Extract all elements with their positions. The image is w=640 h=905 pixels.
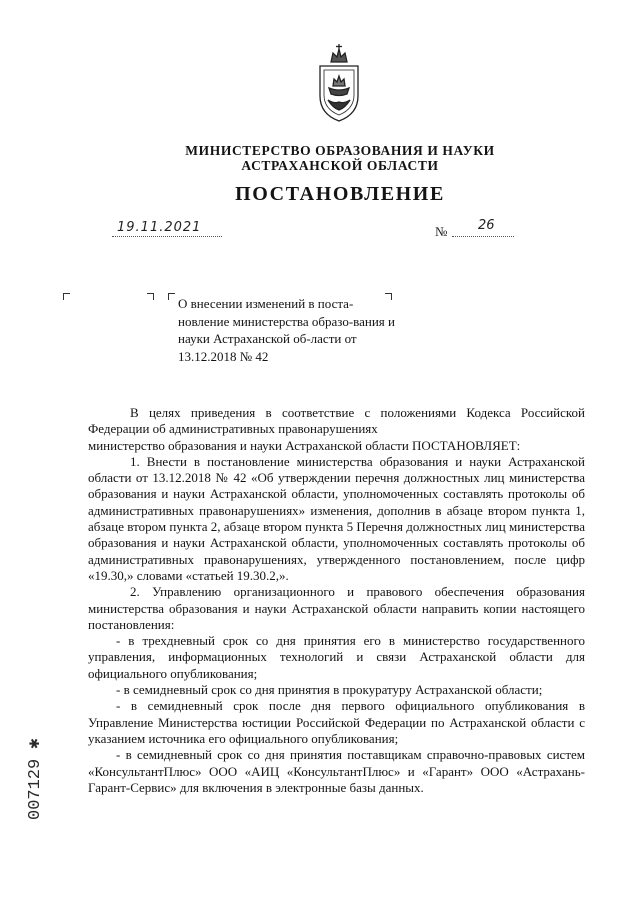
intro-paragraph: В целях приведения в соответствие с положениями Кодекса Российской Федерации об административных правонарушениях (88, 405, 585, 437)
list-item: - в семидневный срок после дня первого официального опубликования в Управление Министерства юстиции Российской Федерации по Астраханской области с указанием источника его официального опубликования; (88, 698, 585, 746)
serial-stamp-text: 007129 ✱ (26, 738, 45, 820)
serial-stamp (20, 712, 46, 822)
document-body (88, 405, 585, 796)
ministry-name-line1: МИНИСТЕРСТВО ОБРАЗОВАНИЯ И НАУКИ (185, 143, 495, 158)
document-number: 26 (478, 218, 495, 233)
bracket-subject-left (168, 293, 175, 300)
coat-of-arms-emblem (316, 44, 362, 124)
document-subject: О внесении изменений в поста-новление министерства образо-вания и науки Астраханской об-ласти от 13.12.2018 № 42 (178, 296, 395, 364)
paragraph-2: 2. Управлению организационного и правового обеспечения образования министерства образования и науки Астраханской области направить копии настоящего постановления: (88, 584, 585, 632)
document-date: 19.11.2021 (117, 220, 202, 235)
intro-paragraph-continued: министерство образования и науки Астраханской области ПОСТАНОВЛЯЕТ: (88, 437, 521, 453)
bracket-left-top (63, 293, 70, 300)
date-underline (112, 236, 222, 237)
ministry-name-line2: АСТРАХАНСКОЙ ОБЛАСТИ (241, 158, 439, 173)
document-title: ПОСТАНОВЛЕНИЕ (235, 183, 445, 205)
paragraph-1: 1. Внести в постановление министерства образования и науки Астраханской области от 13.12.2018 № 42 «Об утверждении перечня должностных лиц министерства образования и науки Астраханской области, уполномоченных составлять протоколы об административных правонарушениях» изменения, дополнив в абзаце втором пункта 1, абзаце втором пункта 2, абзаце втором пункта 5 Перечня должностных лиц министерства образования и науки Астраханской области, уполномоченных составлять протоколы об административных правонарушениях, утвержденного постановлением, после цифр «19.30,» словами «статьей 19.30.2,». (88, 453, 585, 583)
bracket-mid-top (147, 293, 154, 300)
list-item: - в семидневный срок со дня принятия в прокуратуру Астраханской области; (116, 682, 543, 698)
number-underline (452, 236, 514, 237)
list-item: - в семидневный срок со дня принятия поставщикам справочно-правовых систем «КонсультантПлюс» ООО «АИЦ «КонсультантПлюс» и «Гарант» ООО «Астрахань-Гарант-Сервис» для включения в электронные базы данных. (88, 747, 585, 795)
list-item: - в трехдневный срок со дня принятия его в министерство государственного управления, информационных технологий и связи Астраханской области для официального опубликования; (88, 633, 585, 681)
number-sign: № (435, 224, 448, 239)
